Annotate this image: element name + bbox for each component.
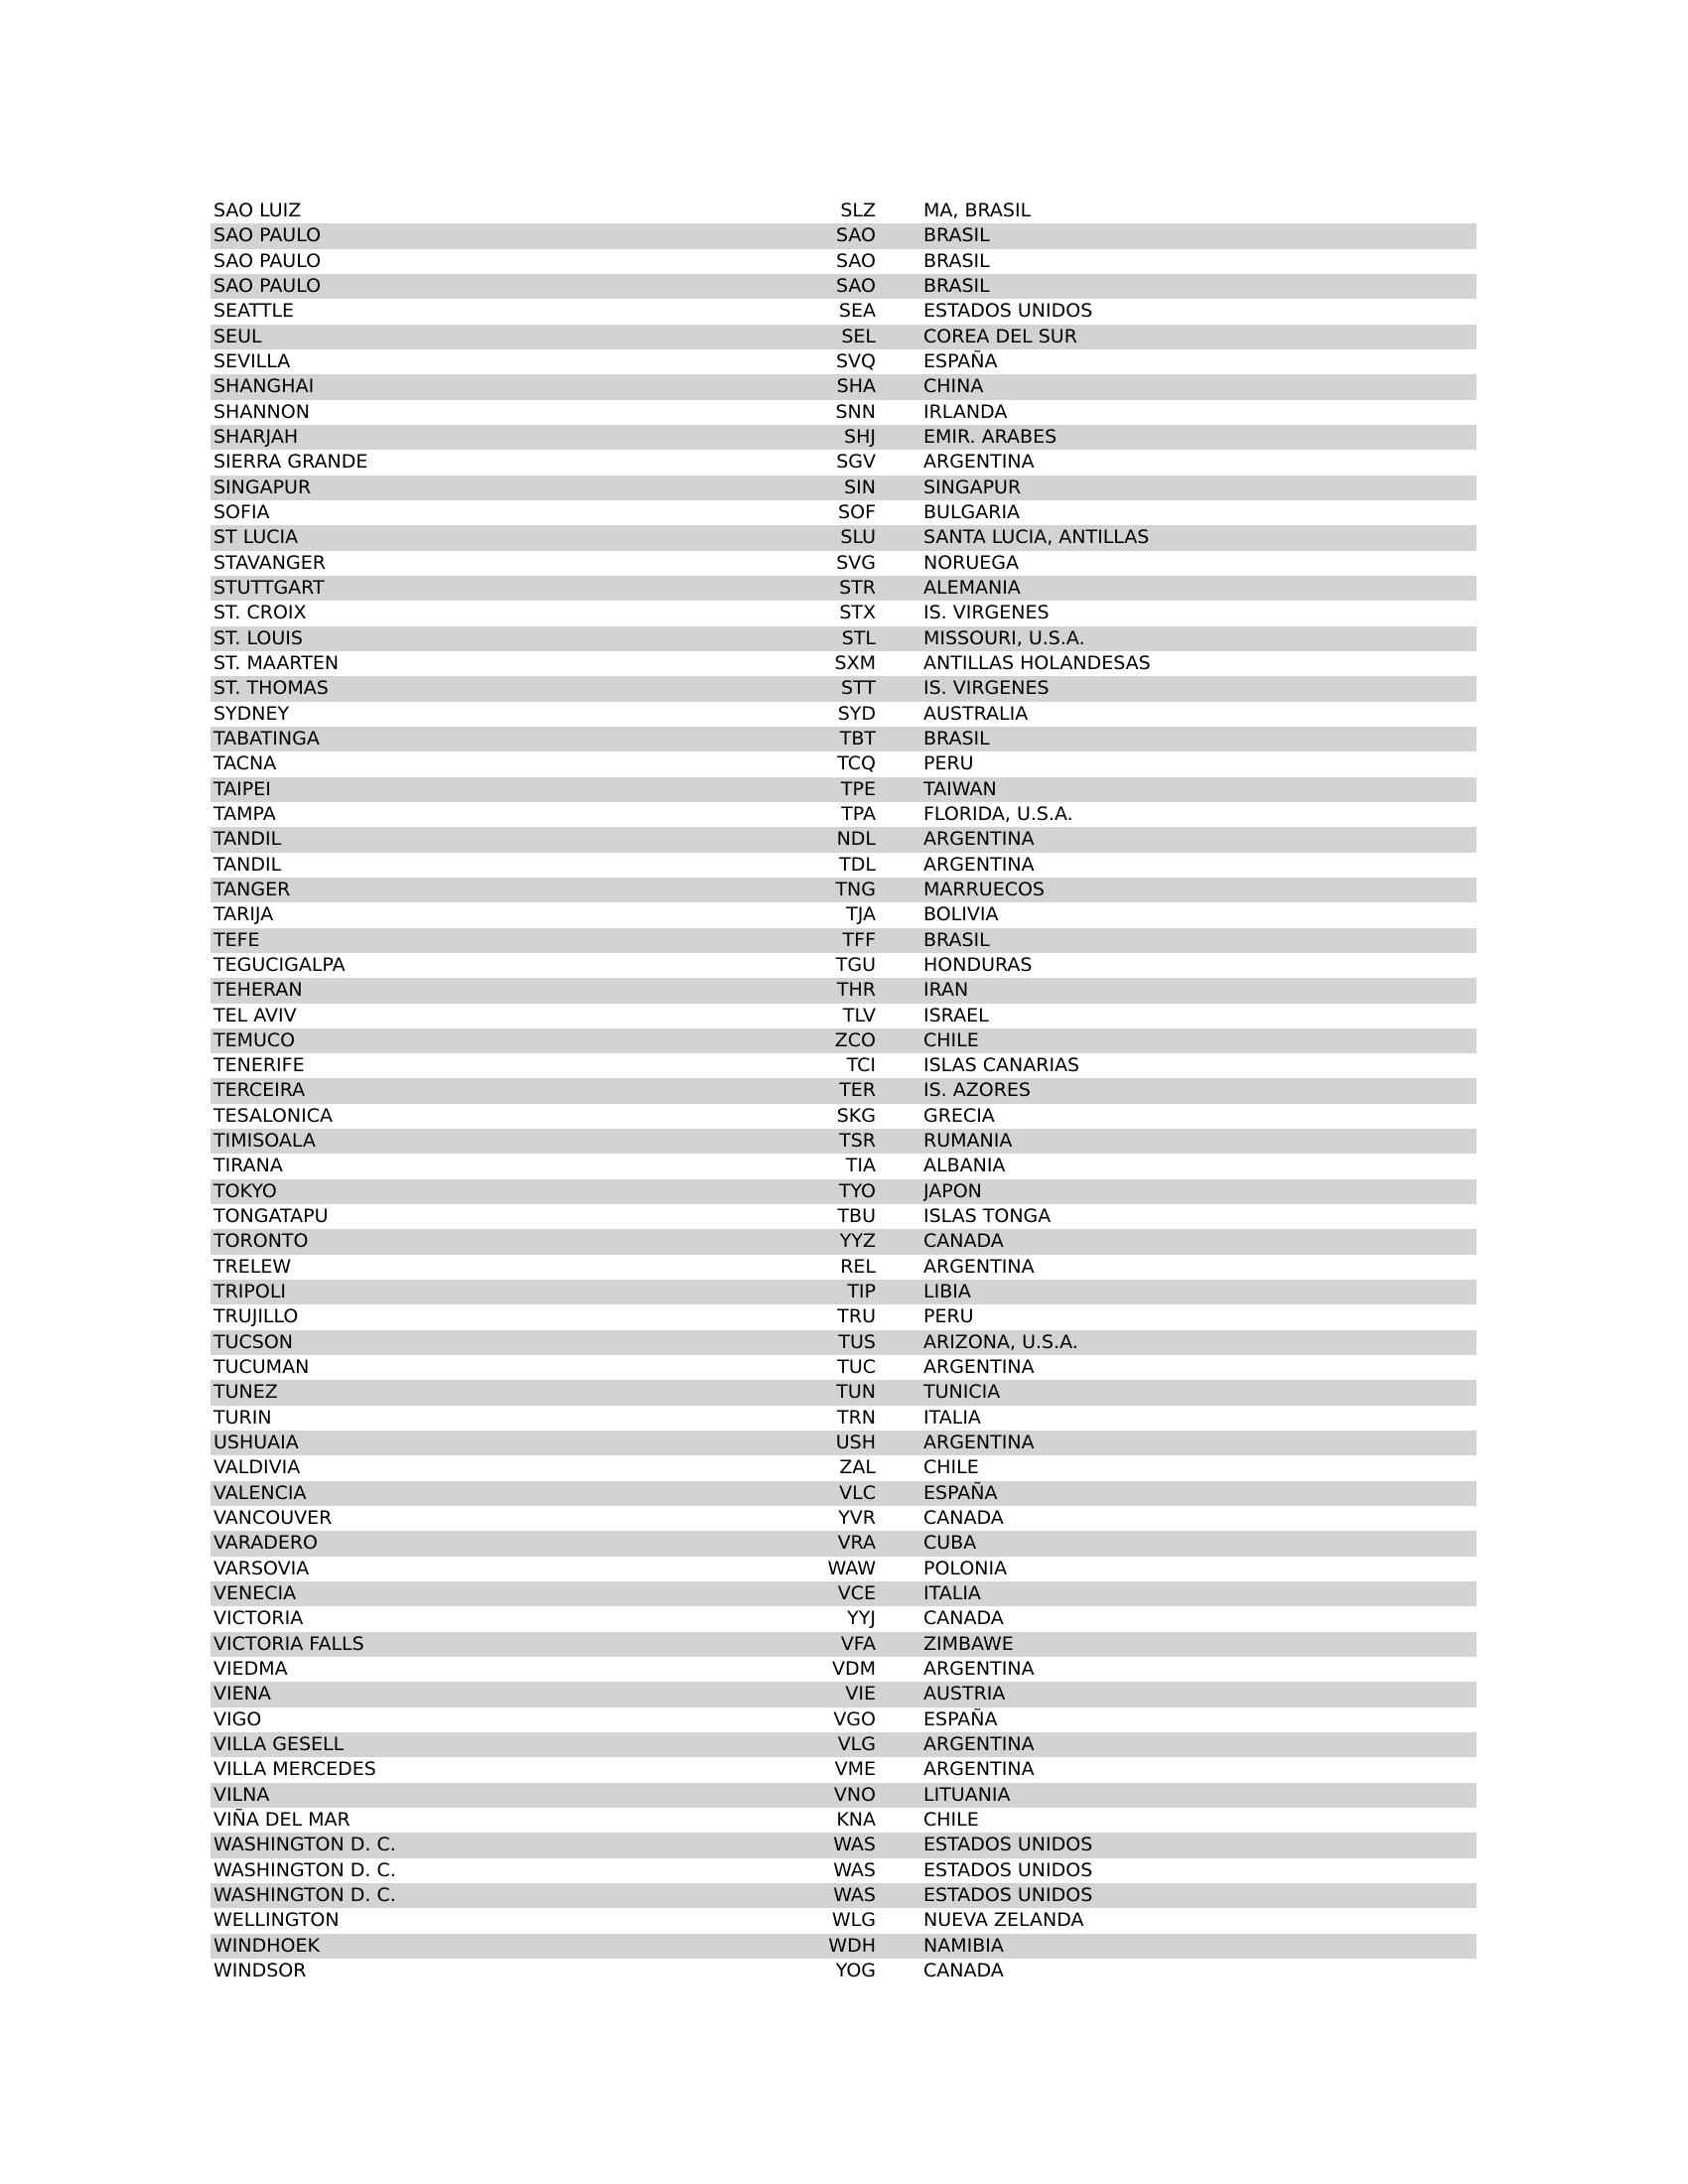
city-cell: VIGO xyxy=(213,1707,262,1730)
airport-code-cell: VME xyxy=(834,1758,876,1781)
airport-code-cell: TCQ xyxy=(837,752,876,775)
table-row xyxy=(211,1179,1477,1204)
country-cell: MARRUECOS xyxy=(923,878,1045,900)
table-row xyxy=(211,1783,1477,1808)
airport-code-cell: SHJ xyxy=(844,425,876,448)
table-row xyxy=(211,1707,1477,1732)
country-cell: ARGENTINA xyxy=(923,1733,1035,1756)
table-row xyxy=(211,299,1477,324)
airport-code-cell: SVG xyxy=(836,551,876,574)
country-cell: SINGAPUR xyxy=(923,476,1022,498)
airport-code-cell: TFF xyxy=(842,928,876,951)
airport-code-cell: STR xyxy=(839,576,876,599)
country-cell: ISRAEL xyxy=(923,1004,989,1026)
table-row xyxy=(211,601,1477,625)
table-row xyxy=(211,676,1477,701)
airport-code-cell: VGO xyxy=(833,1707,876,1730)
table-row xyxy=(211,1732,1477,1757)
airport-code-cell: YYJ xyxy=(847,1607,876,1630)
city-cell: SAO PAULO xyxy=(213,249,322,272)
city-cell: VIÑA DEL MAR xyxy=(213,1809,351,1831)
table-row xyxy=(211,1632,1477,1657)
table-row xyxy=(211,727,1477,751)
airport-code-cell: TPE xyxy=(840,777,876,800)
city-cell: WELLINGTON xyxy=(213,1909,340,1932)
table-row xyxy=(211,1581,1477,1606)
city-cell: VENECIA xyxy=(213,1582,297,1605)
table-row xyxy=(211,802,1477,827)
city-cell: WASHINGTON D. C. xyxy=(213,1858,396,1881)
table-row xyxy=(211,1657,1477,1682)
airport-code-cell: VCE xyxy=(837,1582,876,1605)
table-row xyxy=(211,1129,1477,1154)
city-cell: VANCOUVER xyxy=(213,1507,333,1530)
table-row xyxy=(211,450,1477,475)
airport-code-cell: TGU xyxy=(835,953,876,976)
city-cell: TEFE xyxy=(213,928,260,951)
table-row xyxy=(211,1833,1477,1857)
country-cell: IRAN xyxy=(923,979,969,1002)
city-cell: ST. THOMAS xyxy=(213,677,329,700)
table-row xyxy=(211,978,1477,1003)
city-cell: TESALONICA xyxy=(213,1104,333,1127)
country-cell: IS. AZORES xyxy=(923,1079,1031,1102)
city-cell: ST. LOUIS xyxy=(213,626,303,649)
airport-code-cell: TNG xyxy=(835,878,876,900)
city-cell: STUTTGART xyxy=(213,576,325,599)
country-cell: ARGENTINA xyxy=(923,1356,1035,1379)
table-row xyxy=(211,1053,1477,1078)
country-cell: LITUANIA xyxy=(923,1783,1011,1806)
table-row xyxy=(211,1682,1477,1706)
table-row xyxy=(211,576,1477,601)
table-row xyxy=(211,1280,1477,1304)
airport-code-cell: KNA xyxy=(836,1809,876,1831)
airport-code-cell: YOG xyxy=(835,1959,876,1981)
airport-code-cell: USH xyxy=(835,1432,876,1454)
airport-code-cell: WLG xyxy=(831,1909,876,1932)
airport-code-cell: TSR xyxy=(839,1130,876,1153)
table-row xyxy=(211,551,1477,576)
table-row xyxy=(211,1883,1477,1908)
country-cell: CHILE xyxy=(923,1456,979,1479)
table-row xyxy=(211,1154,1477,1178)
city-cell: SAO PAULO xyxy=(213,224,322,247)
country-cell: FLORIDA, U.S.A. xyxy=(923,802,1073,825)
airport-code-table xyxy=(211,199,1477,1983)
country-cell: ESPAÑA xyxy=(923,1481,998,1504)
table-row xyxy=(211,1431,1477,1455)
airport-code-cell: WAS xyxy=(833,1883,876,1906)
airport-code-cell: TER xyxy=(839,1079,876,1102)
airport-code-cell: SNN xyxy=(835,400,876,423)
city-cell: WINDHOEK xyxy=(213,1934,320,1957)
table-row xyxy=(211,853,1477,878)
airport-code-cell: SVQ xyxy=(835,349,876,372)
country-cell: HONDURAS xyxy=(923,953,1033,976)
city-cell: ST LUCIA xyxy=(213,526,299,549)
country-cell: NUEVA ZELANDA xyxy=(923,1909,1084,1932)
airport-code-cell: TUS xyxy=(838,1330,876,1353)
country-cell: AUSTRALIA xyxy=(923,702,1029,725)
city-cell: SHARJAH xyxy=(213,425,299,448)
city-cell: VALENCIA xyxy=(213,1481,307,1504)
city-cell: TOKYO xyxy=(213,1179,277,1202)
city-cell: TARIJA xyxy=(213,903,274,926)
airport-code-cell: TBU xyxy=(837,1205,876,1228)
airport-code-cell: WDH xyxy=(828,1934,876,1957)
airport-code-cell: TRU xyxy=(837,1305,876,1328)
table-row xyxy=(211,1858,1477,1883)
airport-code-cell: YYZ xyxy=(839,1230,876,1253)
airport-code-cell: WAW xyxy=(827,1557,876,1579)
city-cell: TAIPEI xyxy=(213,777,271,800)
table-row xyxy=(211,425,1477,450)
country-cell: ESTADOS UNIDOS xyxy=(923,1834,1093,1856)
city-cell: VIENA xyxy=(213,1683,271,1706)
airport-code-cell: SXM xyxy=(834,651,876,674)
table-row xyxy=(211,1028,1477,1053)
country-cell: ARGENTINA xyxy=(923,1758,1035,1781)
airport-code-cell: TCI xyxy=(846,1054,876,1077)
airport-code-cell: SIN xyxy=(844,476,876,498)
country-cell: ESTADOS UNIDOS xyxy=(923,1858,1093,1881)
table-row xyxy=(211,827,1477,852)
table-row xyxy=(211,702,1477,727)
country-cell: IS. VIRGENES xyxy=(923,677,1050,700)
country-cell: ARGENTINA xyxy=(923,828,1035,851)
table-row xyxy=(211,500,1477,525)
airport-code-cell: TLV xyxy=(842,1004,876,1026)
table-row xyxy=(211,223,1477,248)
country-cell: ANTILLAS HOLANDESAS xyxy=(923,651,1151,674)
country-cell: ISLAS TONGA xyxy=(923,1205,1052,1228)
city-cell: VILLA GESELL xyxy=(213,1733,345,1756)
country-cell: CANADA xyxy=(923,1230,1004,1253)
airport-code-cell: WAS xyxy=(833,1858,876,1881)
city-cell: ST. CROIX xyxy=(213,602,307,624)
airport-code-cell: TPA xyxy=(841,802,876,825)
city-cell: TURIN xyxy=(213,1406,272,1429)
country-cell: CHILE xyxy=(923,1809,979,1831)
country-cell: CHINA xyxy=(923,375,984,398)
country-cell: LIBIA xyxy=(923,1281,971,1303)
table-row xyxy=(211,1255,1477,1280)
country-cell: CANADA xyxy=(923,1959,1004,1981)
airport-code-cell: ZAL xyxy=(839,1456,876,1479)
city-cell: VIEDMA xyxy=(213,1658,288,1681)
city-cell: TUNEZ xyxy=(213,1381,278,1404)
city-cell: TUCSON xyxy=(213,1330,294,1353)
table-row xyxy=(211,1531,1477,1556)
country-cell: MA, BRASIL xyxy=(923,200,1032,221)
country-cell: COREA DEL SUR xyxy=(923,325,1077,347)
table-row xyxy=(211,476,1477,500)
city-cell: TORONTO xyxy=(213,1230,309,1253)
airport-code-cell: TIP xyxy=(847,1281,876,1303)
country-cell: CANADA xyxy=(923,1507,1004,1530)
table-row xyxy=(211,1004,1477,1028)
airport-code-cell: NDL xyxy=(836,828,876,851)
airport-code-cell: SOF xyxy=(838,500,876,523)
city-cell: VILLA MERCEDES xyxy=(213,1758,376,1781)
table-row xyxy=(211,1481,1477,1506)
country-cell: ALEMANIA xyxy=(923,576,1021,599)
table-row xyxy=(211,1380,1477,1405)
table-row xyxy=(211,199,1477,223)
city-cell: TIMISOALA xyxy=(213,1130,316,1153)
airport-code-cell: SYD xyxy=(837,702,876,725)
country-cell: MISSOURI, U.S.A. xyxy=(923,626,1085,649)
country-cell: EMIR. ARABES xyxy=(923,425,1057,448)
table-row xyxy=(211,400,1477,425)
city-cell: TEMUCO xyxy=(213,1028,296,1051)
table-row xyxy=(211,1078,1477,1103)
country-cell: ARGENTINA xyxy=(923,1432,1035,1454)
city-cell: TANDIL xyxy=(213,828,282,851)
airport-code-cell: SLZ xyxy=(840,200,876,221)
city-cell: VARSOVIA xyxy=(213,1557,310,1579)
table-row xyxy=(211,1606,1477,1631)
airport-code-cell: TDL xyxy=(839,853,876,876)
airport-code-cell: VNO xyxy=(833,1783,876,1806)
airport-code-cell: VFA xyxy=(840,1632,876,1655)
airport-code-cell: SLU xyxy=(840,526,876,549)
airport-code-cell: SGV xyxy=(836,451,876,474)
city-cell: SEATTLE xyxy=(213,300,295,323)
table-row xyxy=(211,1908,1477,1933)
city-cell: TIRANA xyxy=(213,1155,283,1177)
country-cell: GRECIA xyxy=(923,1104,995,1127)
city-cell: VALDIVIA xyxy=(213,1456,301,1479)
city-cell: TENERIFE xyxy=(213,1054,305,1077)
airport-code-cell: SAO xyxy=(835,224,876,247)
table-row xyxy=(211,1104,1477,1129)
airport-code-cell: SAO xyxy=(835,249,876,272)
country-cell: CANADA xyxy=(923,1607,1004,1630)
city-cell: VICTORIA FALLS xyxy=(213,1632,364,1655)
city-cell: SAO LUIZ xyxy=(213,200,302,221)
table-row xyxy=(211,1304,1477,1329)
country-cell: RUMANIA xyxy=(923,1130,1013,1153)
city-cell: WINDSOR xyxy=(213,1959,307,1981)
city-cell: TUCUMAN xyxy=(213,1356,310,1379)
table-row xyxy=(211,651,1477,676)
country-cell: ESPAÑA xyxy=(923,349,998,372)
country-cell: BRASIL xyxy=(923,928,990,951)
city-cell: SHANNON xyxy=(213,400,310,423)
table-row xyxy=(211,1406,1477,1431)
city-cell: TRUJILLO xyxy=(213,1305,299,1328)
airport-code-cell: ZCO xyxy=(834,1028,876,1051)
city-cell: WASHINGTON D. C. xyxy=(213,1834,396,1856)
airport-code-cell: WAS xyxy=(833,1834,876,1856)
table-row xyxy=(211,374,1477,399)
country-cell: ESTADOS UNIDOS xyxy=(923,1883,1093,1906)
country-cell: BRASIL xyxy=(923,249,990,272)
city-cell: VILNA xyxy=(213,1783,270,1806)
airport-code-cell: TJA xyxy=(846,903,876,926)
city-cell: TABATINGA xyxy=(213,727,320,750)
table-row xyxy=(211,1934,1477,1959)
airport-code-cell: TUC xyxy=(837,1356,876,1379)
table-row xyxy=(211,1455,1477,1480)
airport-code-cell: YVR xyxy=(838,1507,876,1530)
country-cell: ISLAS CANARIAS xyxy=(923,1054,1080,1077)
airport-code-cell: STT xyxy=(841,677,876,700)
country-cell: IS. VIRGENES xyxy=(923,602,1050,624)
country-cell: NAMIBIA xyxy=(923,1934,1004,1957)
airport-code-cell: SHA xyxy=(836,375,876,398)
table-row xyxy=(211,751,1477,776)
airport-code-cell: STX xyxy=(839,602,876,624)
table-row xyxy=(211,249,1477,274)
country-cell: CUBA xyxy=(923,1532,977,1555)
city-cell: ST. MAARTEN xyxy=(213,651,340,674)
airport-code-cell: VLC xyxy=(839,1481,876,1504)
country-cell: PERU xyxy=(923,1305,974,1328)
city-cell: STAVANGER xyxy=(213,551,326,574)
city-cell: SAO PAULO xyxy=(213,274,322,297)
city-cell: TONGATAPU xyxy=(213,1205,329,1228)
country-cell: BRASIL xyxy=(923,727,990,750)
city-cell: TANDIL xyxy=(213,853,282,876)
city-cell: TAMPA xyxy=(213,802,276,825)
airport-code-cell: TBT xyxy=(839,727,876,750)
country-cell: TUNICIA xyxy=(923,1381,1001,1404)
table-row xyxy=(211,1757,1477,1782)
airport-code-cell: VDM xyxy=(831,1658,876,1681)
country-cell: AUSTRIA xyxy=(923,1683,1006,1706)
table-row xyxy=(211,1204,1477,1229)
country-cell: SANTA LUCIA, ANTILLAS xyxy=(923,526,1150,549)
table-row xyxy=(211,325,1477,349)
city-cell: TRIPOLI xyxy=(213,1281,287,1303)
country-cell: ESPAÑA xyxy=(923,1707,998,1730)
city-cell: SINGAPUR xyxy=(213,476,312,498)
country-cell: ZIMBAWE xyxy=(923,1632,1014,1655)
airport-code-cell: STL xyxy=(841,626,876,649)
city-cell: SOFIA xyxy=(213,500,270,523)
table-row xyxy=(211,1355,1477,1380)
table-row xyxy=(211,1330,1477,1355)
city-cell: TEHERAN xyxy=(213,979,303,1002)
city-cell: TANGER xyxy=(213,878,291,900)
table-row xyxy=(211,1808,1477,1833)
country-cell: BRASIL xyxy=(923,274,990,297)
airport-code-cell: TRN xyxy=(836,1406,876,1429)
city-cell: TRELEW xyxy=(213,1255,292,1278)
city-cell: TEL AVIV xyxy=(213,1004,297,1026)
country-cell: ALBANIA xyxy=(923,1155,1006,1177)
table-row xyxy=(211,525,1477,550)
airport-code-cell: REL xyxy=(840,1255,876,1278)
city-cell: VARADERO xyxy=(213,1532,319,1555)
city-cell: WASHINGTON D. C. xyxy=(213,1883,396,1906)
city-cell: TEGUCIGALPA xyxy=(213,953,346,976)
country-cell: POLONIA xyxy=(923,1557,1008,1579)
country-cell: CHILE xyxy=(923,1028,979,1051)
country-cell: PERU xyxy=(923,752,974,775)
country-cell: BRASIL xyxy=(923,224,990,247)
country-cell: ITALIA xyxy=(923,1582,981,1605)
airport-code-cell: TUN xyxy=(836,1381,876,1404)
city-cell: VICTORIA xyxy=(213,1607,304,1630)
airport-code-cell: TYO xyxy=(838,1179,876,1202)
country-cell: TAIWAN xyxy=(923,777,997,800)
city-cell: TERCEIRA xyxy=(213,1079,306,1102)
table-row xyxy=(211,902,1477,927)
airport-code-cell: VRA xyxy=(837,1532,876,1555)
country-cell: ESTADOS UNIDOS xyxy=(923,300,1093,323)
table-row xyxy=(211,928,1477,953)
country-cell: ITALIA xyxy=(923,1406,981,1429)
airport-code-cell: VIE xyxy=(845,1683,876,1706)
country-cell: ARIZONA, U.S.A. xyxy=(923,1330,1078,1353)
airport-code-cell: VLG xyxy=(837,1733,876,1756)
country-cell: ARGENTINA xyxy=(923,451,1035,474)
country-cell: ARGENTINA xyxy=(923,1658,1035,1681)
table-row xyxy=(211,349,1477,374)
table-row xyxy=(211,1959,1477,1983)
country-cell: BOLIVIA xyxy=(923,903,999,926)
country-cell: IRLANDA xyxy=(923,400,1008,423)
table-row xyxy=(211,1229,1477,1254)
airport-code-cell: SEA xyxy=(838,300,876,323)
city-cell: SEUL xyxy=(213,325,262,347)
city-cell: SIERRA GRANDE xyxy=(213,451,368,474)
airport-code-cell: TIA xyxy=(845,1155,876,1177)
city-cell: USHUAIA xyxy=(213,1432,299,1454)
table-row xyxy=(211,878,1477,902)
airport-code-cell: SAO xyxy=(835,274,876,297)
table-row xyxy=(211,274,1477,299)
country-cell: ARGENTINA xyxy=(923,1255,1035,1278)
table-row xyxy=(211,626,1477,651)
table-row xyxy=(211,777,1477,802)
country-cell: NORUEGA xyxy=(923,551,1020,574)
table-row xyxy=(211,953,1477,978)
city-cell: SEVILLA xyxy=(213,349,291,372)
table-row xyxy=(211,1506,1477,1531)
table-row xyxy=(211,1557,1477,1581)
country-cell: BULGARIA xyxy=(923,500,1021,523)
airport-code-cell: THR xyxy=(836,979,876,1002)
city-cell: TACNA xyxy=(213,752,277,775)
city-cell: SYDNEY xyxy=(213,702,290,725)
airport-code-cell: SKG xyxy=(836,1104,876,1127)
country-cell: JAPON xyxy=(923,1179,982,1202)
country-cell: ARGENTINA xyxy=(923,853,1035,876)
city-cell: SHANGHAI xyxy=(213,375,315,398)
airport-code-cell: SEL xyxy=(841,325,876,347)
